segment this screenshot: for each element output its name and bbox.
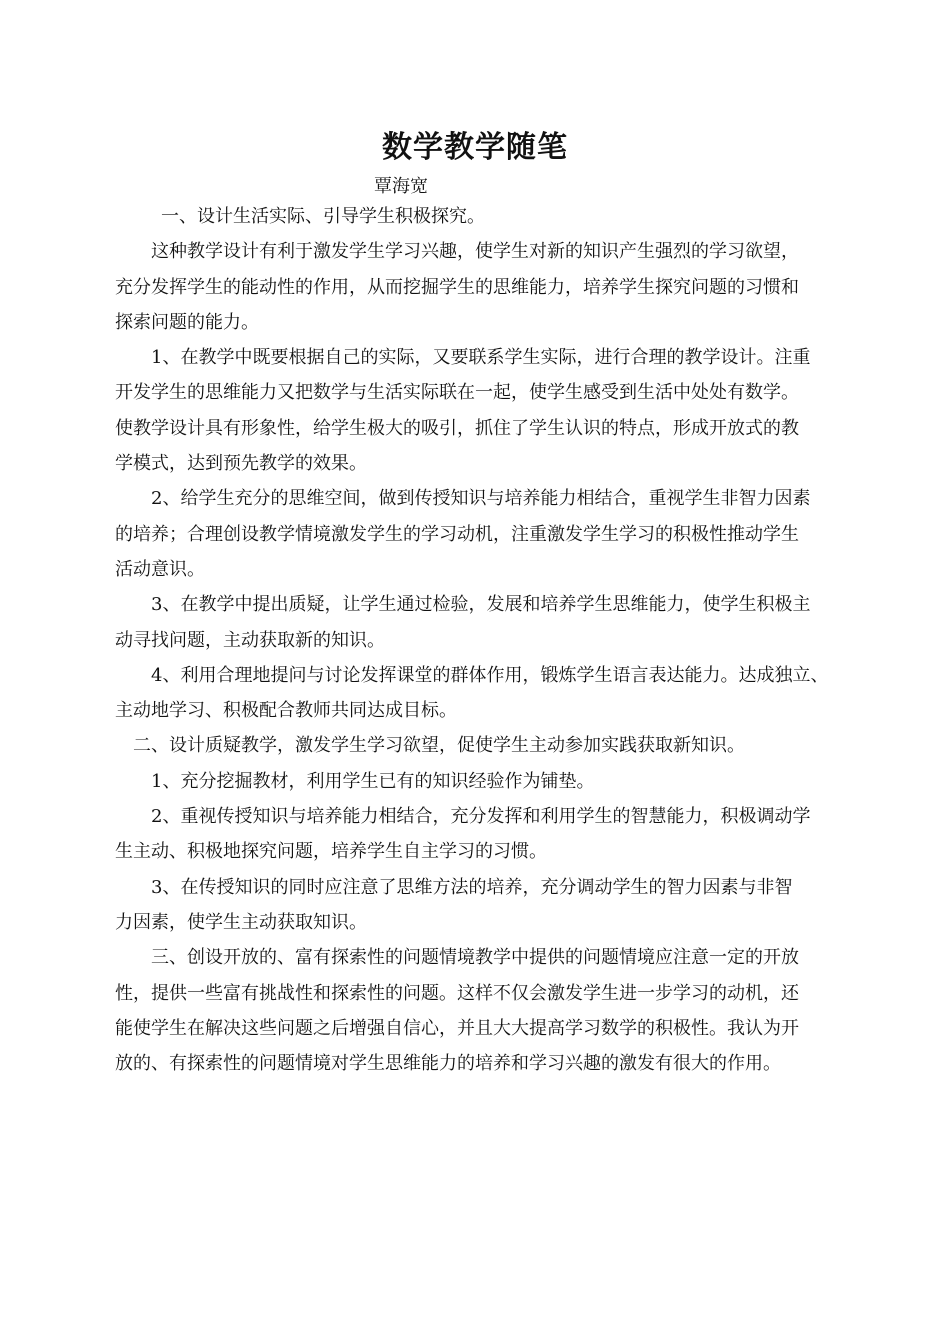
paragraph-line: 2、给学生充分的思维空间，做到传授知识与培养能力相结合，重视学生非智力因素 (151, 488, 811, 510)
paragraph-line: 能使学生在解决这些问题之后增强自信心，并且大大提高学习数学的积极性。我认为开 (115, 1017, 799, 1039)
paragraph-line: 4、利用合理地提问与讨论发挥课堂的群体作用，锻炼学生语言表达能力。达成独立、 (151, 664, 829, 686)
paragraph-line: 2、重视传授知识与培养能力相结合，充分发挥和利用学生的智慧能力，积极调动学 (151, 806, 811, 828)
paragraph-line: 动寻找问题，主动获取新的知识。 (115, 629, 385, 651)
section-heading-3: 三、创设开放的、富有探索性的问题情境教学中提供的问题情境应注意一定的开放 (151, 947, 799, 969)
author-name: 覃海宽 (374, 176, 428, 197)
paragraph-line: 主动地学习、积极配合教师共同达成目标。 (115, 700, 457, 722)
paragraph-line: 1、在教学中既要根据自己的实际，又要联系学生实际，进行合理的教学设计。注重 (151, 347, 811, 369)
paragraph-line: 3、在教学中提出质疑，让学生通过检验，发展和培养学生思维能力，使学生积极主 (151, 594, 811, 616)
paragraph-line: 充分发挥学生的能动性的作用，从而挖掘学生的思维能力，培养学生探究问题的习惯和 (115, 276, 799, 298)
paragraph-line: 放的、有探索性的问题情境对学生思维能力的培养和学习兴趣的激发有很大的作用。 (115, 1053, 781, 1075)
paragraph-line: 活动意识。 (115, 558, 205, 580)
section-heading-1: 一、设计生活实际、引导学生积极探究。 (161, 206, 485, 227)
paragraph-line: 性，提供一些富有挑战性和探索性的问题。这样不仅会激发学生进一步学习的动机，还 (115, 982, 799, 1004)
paragraph-line: 力因素，使学生主动获取知识。 (115, 911, 367, 933)
paragraph-line: 1、充分挖掘教材，利用学生已有的知识经验作为铺垫。 (151, 770, 595, 792)
paragraph-line: 的培养；合理创设教学情境激发学生的学习动机，注重激发学生学习的积极性推动学生 (115, 523, 799, 545)
document-title: 数学教学随笔 (382, 130, 568, 165)
paragraph-line: 这种教学设计有利于激发学生学习兴趣，使学生对新的知识产生强烈的学习欲望， (151, 241, 799, 263)
paragraph-line: 学模式，达到预先教学的效果。 (115, 453, 367, 475)
paragraph-line: 使教学设计具有形象性，给学生极大的吸引，抓住了学生认识的特点，形成开放式的教 (115, 417, 799, 439)
document-body (115, 199, 837, 1081)
paragraph-line: 开发学生的思维能力又把数学与生活实际联在一起，使学生感受到生活中处处有数学。 (115, 382, 799, 404)
section-heading-2: 二、设计质疑教学，激发学生学习欲望，促使学生主动参加实践获取新知识。 (133, 735, 745, 757)
paragraph-line: 生主动、积极地探究问题，培养学生自主学习的习惯。 (115, 841, 547, 863)
paragraph-line: 3、在传授知识的同时应注意了思维方法的培养，充分调动学生的智力因素与非智 (151, 876, 793, 898)
paragraph-line: 探索问题的能力。 (115, 311, 259, 333)
